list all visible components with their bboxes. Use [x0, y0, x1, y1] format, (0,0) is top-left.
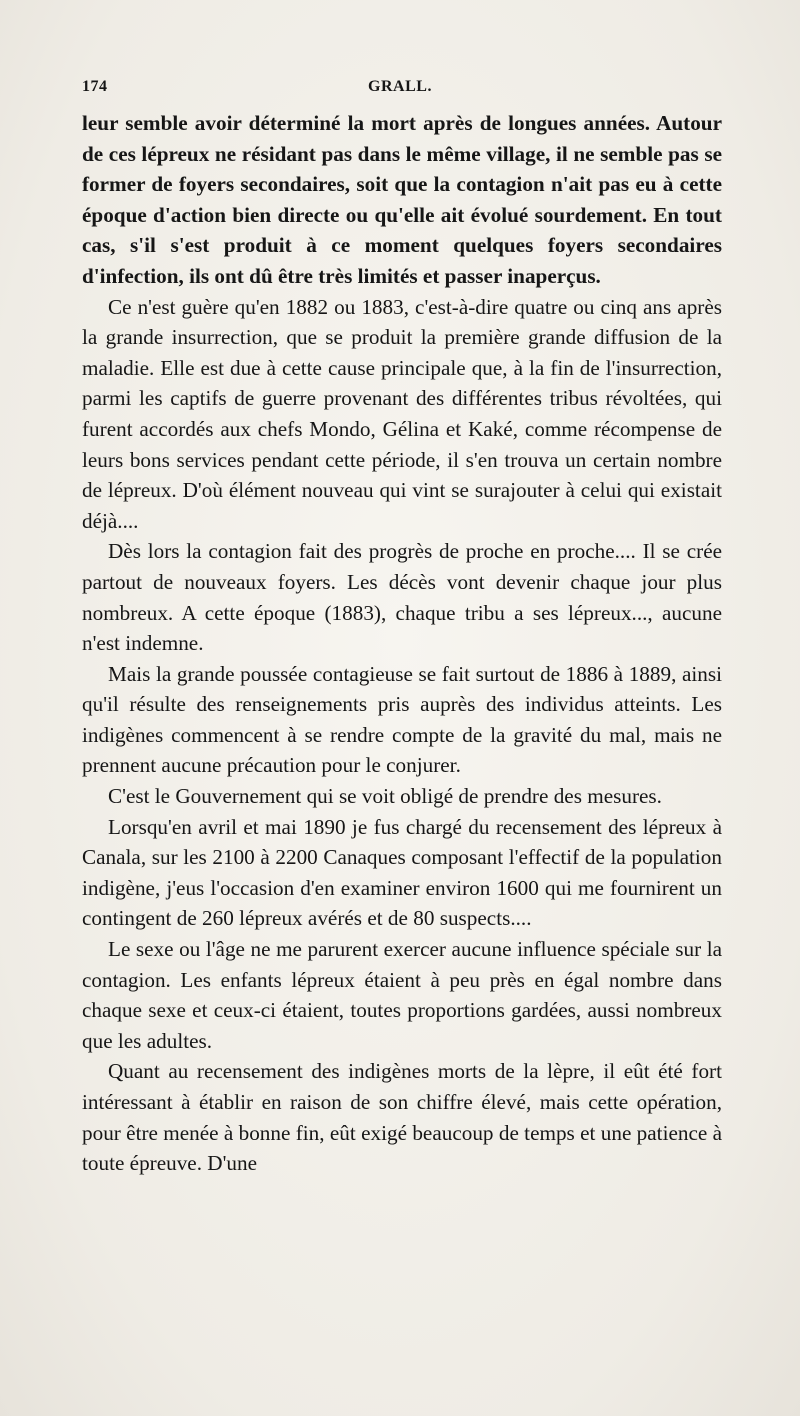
running-head: GRALL.	[368, 78, 432, 95]
paragraph: Lorsqu'en avril et mai 1890 je fus chargé du recensement des lépreux à Canala, sur les 2100 à 2200 Canaques composant l'effectif de la population indigène, j'eus l'occasion d'en examiner environ 1600 qui me fournirent un contingent de 260 lépreux avérés et de 80 suspects....	[82, 814, 722, 931]
paragraph: Ce n'est guère qu'en 1882 ou 1883, c'est-à-dire quatre ou cinq ans après la grande insurrection, que se produit la première grande diffusion de la maladie. Elle est due à cette cause principale que, à la fin de l'insurrection, parmi les captifs de guerre provenant des différentes tribus révoltées, qui furent accordés aux chefs Mondo, Gélina et Kaké, comme récompense de leurs bons services pendant cette période, il s'en trouva un certain nombre de lépreux. D'où élément nouveau qui vint se surajouter à celui qui existait déjà....	[82, 294, 722, 533]
body-text	[82, 108, 722, 1179]
page-header	[82, 72, 718, 102]
paragraph: Le sexe ou l'âge ne me parurent exercer aucune influence spéciale sur la contagion. Les enfants lépreux étaient à peu près en égal nombre dans chaque sexe et ceux-ci étaient, toutes proportions gardées, aussi nombreux que les adultes.	[82, 937, 722, 1053]
paragraph: Quant au recensement des indigènes morts de la lèpre, il eût été fort intéressant à établir en raison de son chiffre élevé, mais cette opération, pour être menée à bonne fin, eût exigé beaucoup de temps et une patience à toute épreuve. D'une	[82, 1059, 722, 1176]
paragraph: Dès lors la contagion fait des progrès de proche en proche.... Il se crée partout de nouveaux foyers. Les décès vont devenir chaque jour plus nombreux. A cette époque (1883), chaque tribu a ses lépreux..., aucune n'est indemne.	[82, 539, 722, 656]
page-number: 174	[82, 78, 108, 95]
paragraph-continued: leur semble avoir déterminé la mort après de longues années. Autour de ces lépreux ne résidant pas dans le même village, il ne semble pas se former de foyers secondaires, soit que la contagion n'ait pas eu à cette époque d'action bien directe ou qu'elle ait évolué sourdement. En tout cas, s'il s'est produit à ce moment quelques foyers secondaires d'infection, ils ont dû être très limités et passer inaperçus.	[82, 111, 722, 288]
paragraph: Mais la grande poussée contagieuse se fait surtout de 1886 à 1889, ainsi qu'il résulte des renseignements pris auprès des individus atteints. Les indigènes commencent à se rendre compte de la gravité du mal, mais ne prennent aucune précaution pour le conjurer.	[82, 661, 722, 778]
paragraph: C'est le Gouvernement qui se voit obligé de prendre des mesures.	[108, 784, 662, 809]
